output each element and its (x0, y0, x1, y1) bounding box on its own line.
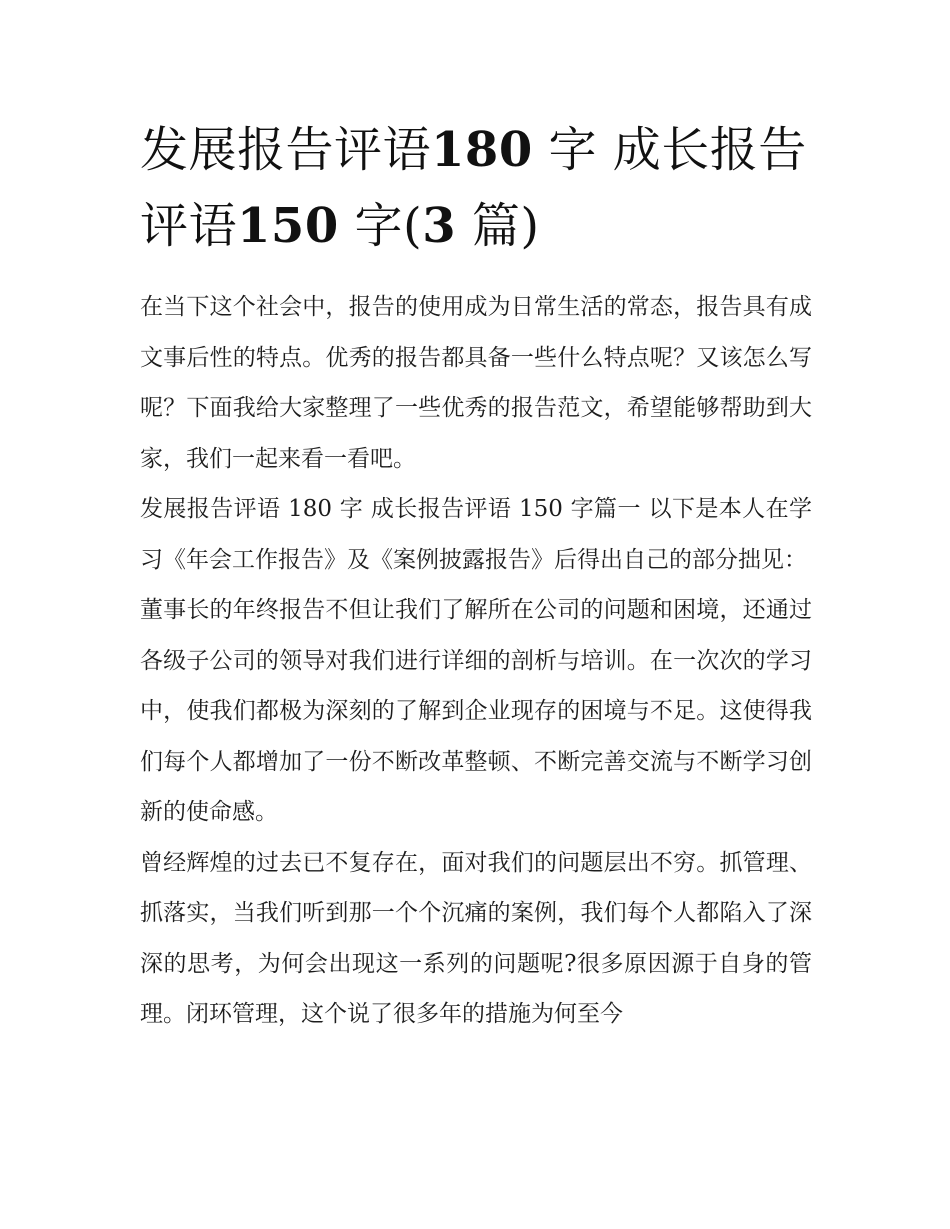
title-number: 150 (237, 198, 339, 254)
document-body (140, 282, 812, 1040)
document-title (140, 112, 812, 264)
document-page (140, 112, 812, 1040)
section-heading-paragraph: 发展报告评语 180 字 成长报告评语 150 字篇一 以下是本人在学习《年会工作报告》及《案例披露报告》后得出自己的部分拙见： (140, 496, 812, 573)
title-part: 字 成长报告评语 (140, 122, 807, 254)
title-part: 发展报告评语 (140, 122, 432, 178)
body-paragraph: 董事长的年终报告不但让我们了解所在公司的问题和困境，还通过各级子公司的领导对我们进行详细的剖析与培训。在一次次的学习中，使我们都极为深刻的了解到企业现存的困境与不足。这使得我们每个人都增加了一份不断改革整顿、不断完善交流与不断学习创新的使命感。 (140, 597, 812, 825)
title-number: 3 (422, 198, 457, 254)
title-part: 字( (338, 198, 423, 254)
body-paragraph: 曾经辉煌的过去已不复存在，面对我们的问题层出不穷。抓管理、抓落实，当我们听到那一个个沉痛的案例，我们每个人都陷入了深深的思考，为何会出现这一系列的问题呢?很多原因源于自身的管理。闭环管理，这个说了很多年的措施为何至今 (140, 849, 812, 1027)
title-number: 180 (431, 122, 533, 178)
intro-paragraph: 在当下这个社会中，报告的使用成为日常生活的常态，报告具有成文事后性的特点。优秀的报告都具备一些什么特点呢？又该怎么写呢？下面我给大家整理了一些优秀的报告范文，希望能够帮助到大家，我们一起来看一看吧。 (140, 294, 812, 472)
title-part: 篇) (456, 198, 540, 254)
